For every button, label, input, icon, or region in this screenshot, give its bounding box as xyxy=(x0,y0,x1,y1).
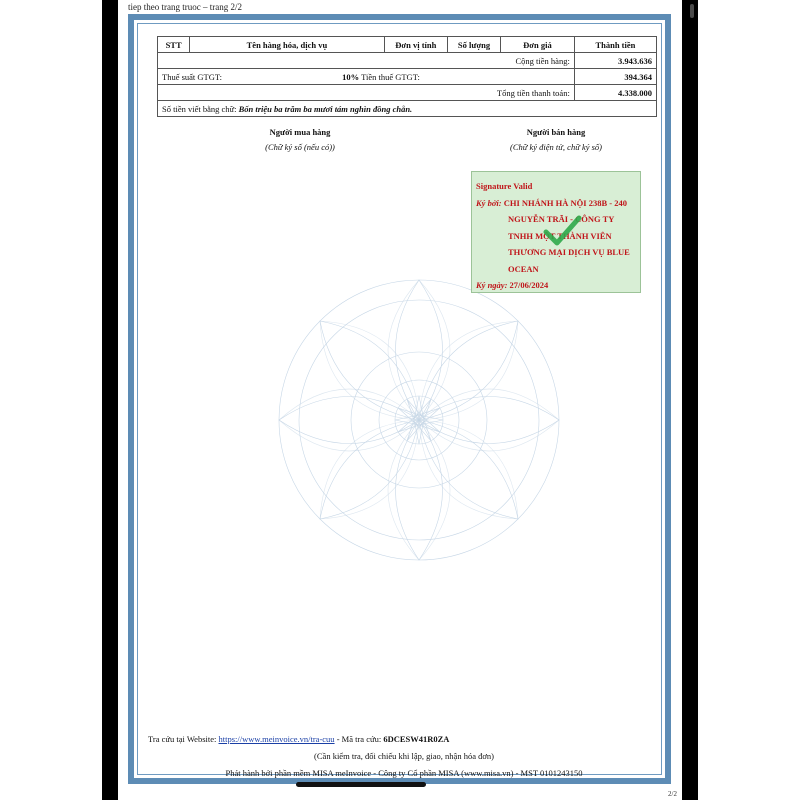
invoice-border-frame xyxy=(128,14,671,784)
buyer-signature-block xyxy=(200,127,400,152)
subtotal-row xyxy=(158,53,657,69)
seller-title: Người bán hàng xyxy=(526,127,586,137)
subtotal-label: Cộng tiền hàng: xyxy=(158,53,575,69)
lookup-line xyxy=(148,734,680,744)
home-indicator[interactable] xyxy=(296,782,426,787)
checkmark-icon xyxy=(542,214,582,248)
seller-note: (Chữ ký điện tử, chữ ký số) xyxy=(509,142,603,152)
sign-date-label: Ký ngày: xyxy=(476,280,508,290)
signer-label: Ký bởi: xyxy=(476,197,502,208)
signer-line: OCEAN xyxy=(508,263,539,274)
amount-in-words-row xyxy=(158,101,657,117)
page-indicator: 2/2 xyxy=(668,790,677,798)
device-bezel-left xyxy=(102,0,118,800)
vat-amount-value: 394.364 xyxy=(574,69,656,85)
vat-amount-label: Tiền thuế GTGT: xyxy=(361,71,420,82)
seller-signature-block xyxy=(456,127,656,152)
subtotal-value: 3.943.636 xyxy=(574,53,656,69)
continuation-note: tiep theo trang truoc – trang 2/2 xyxy=(128,2,242,12)
total-value: 4.338.000 xyxy=(574,85,656,101)
column-header: Đơn giá xyxy=(501,37,575,53)
total-row xyxy=(158,85,657,101)
signer-line: NGUYỄN TRÃI - CÔNG TY xyxy=(508,214,615,224)
invoice-items-table xyxy=(157,36,657,117)
column-header: Thành tiền xyxy=(574,37,656,53)
scrollbar-thumb[interactable] xyxy=(690,4,694,18)
buyer-title: Người mua hàng xyxy=(269,127,331,137)
total-label: Tổng tiền thanh toán: xyxy=(158,85,575,101)
vat-rate-value: 10% xyxy=(342,71,360,82)
invoice-content-area xyxy=(137,23,662,778)
signer-line: THƯƠNG MẠI DỊCH VỤ BLUE xyxy=(508,247,630,257)
vat-rate-label: Thuế suất GTGT: xyxy=(162,71,223,82)
signer-line: CHI NHÁNH HÀ NỘI 238B - 240 xyxy=(503,197,627,208)
verification-note: (Cần kiểm tra, đối chiếu khi lập, giao, nhận hóa đơn) xyxy=(314,751,494,761)
column-header: Số lượng xyxy=(448,37,501,53)
device-bezel-right xyxy=(682,0,698,800)
invoice-page xyxy=(118,0,682,800)
publisher-line: Phát hành bởi phần mềm MISA meInvoice - Công ty Cổ phần MISA (www.misa.vn) - MST 0101243150 xyxy=(225,768,583,778)
column-header: Đơn vị tính xyxy=(384,37,447,53)
sign-date-value: 27/06/2024 xyxy=(509,280,549,290)
lookup-code-label: - Mã tra cứu: xyxy=(336,734,382,744)
column-header: STT xyxy=(158,37,190,53)
column-header: Tên hàng hóa, dịch vụ xyxy=(190,37,384,53)
signer-line: TNHH MỘT THÀNH VIÊN xyxy=(508,230,612,241)
amount-in-words-label: Số tiền viết bằng chữ: xyxy=(162,103,237,114)
lookup-code-value: 6DCESW41R0ZA xyxy=(383,734,450,744)
amount-in-words-value: Bốn triệu ba trăm ba mươi tám nghìn đồng chẵn. xyxy=(238,103,413,114)
guilloche-watermark xyxy=(266,270,572,570)
table-header-row xyxy=(158,37,657,53)
lookup-link[interactable]: https://www.meinvoice.vn/tra-cuu xyxy=(218,734,335,744)
lookup-prefix: Tra cứu tại Website: xyxy=(148,734,217,744)
buyer-note: (Chữ ký số (nếu có)) xyxy=(265,142,335,152)
signature-status: Signature Valid xyxy=(476,181,533,191)
vat-row xyxy=(158,69,657,85)
digital-signature-box[interactable] xyxy=(471,171,641,293)
